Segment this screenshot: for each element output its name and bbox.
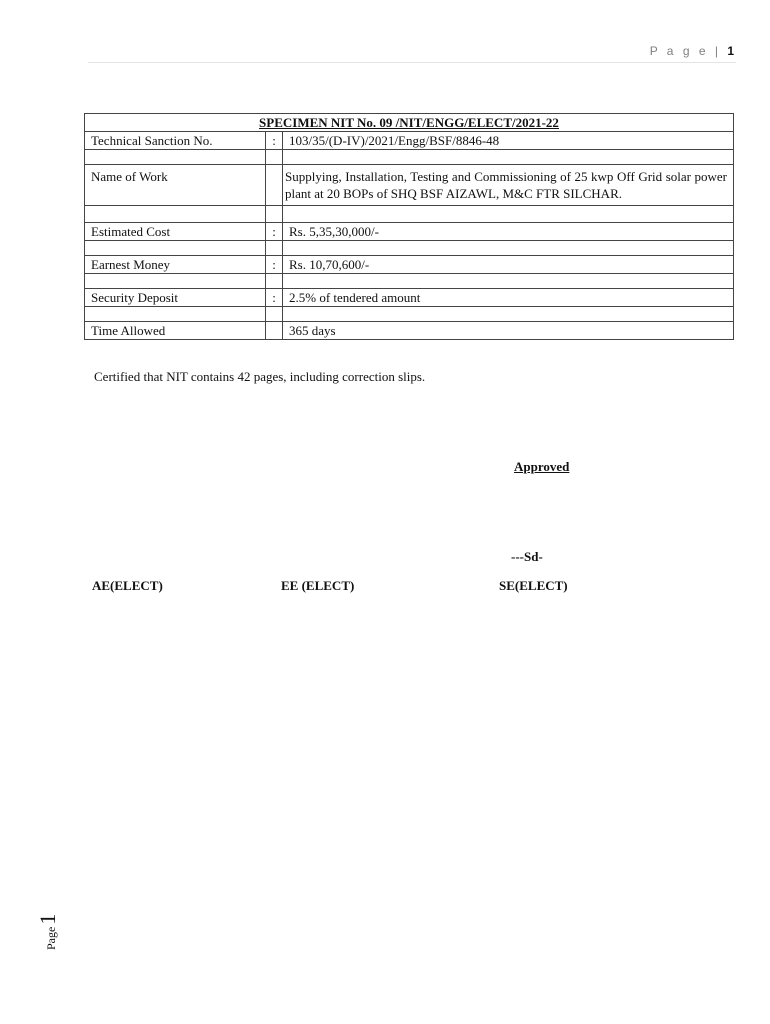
page-separator: | bbox=[714, 44, 721, 58]
table-row bbox=[85, 223, 734, 241]
signatory-ae: AE(ELECT) bbox=[92, 578, 163, 593]
time-allowed-colon bbox=[266, 322, 283, 340]
table-row bbox=[85, 165, 734, 206]
technical-sanction-colon: : bbox=[266, 132, 283, 150]
spacer-row bbox=[85, 274, 734, 289]
table-row bbox=[85, 132, 734, 150]
table-row bbox=[85, 256, 734, 274]
time-allowed-value: 365 days bbox=[283, 322, 734, 340]
security-deposit-value: 2.5% of tendered amount bbox=[283, 289, 734, 307]
estimated-cost-value: Rs. 5,35,30,000/- bbox=[283, 223, 734, 241]
estimated-cost-label: Estimated Cost bbox=[85, 223, 266, 241]
signed-mark: ---Sd- bbox=[511, 549, 543, 564]
table-row bbox=[85, 289, 734, 307]
security-deposit-colon: : bbox=[266, 289, 283, 307]
name-of-work-value: Supplying, Installation, Testing and Commissioning of 25 kwp Off Grid solar power plant at 20 BOPs of SHQ BSF AIZAWL, M&C FTR SILCHAR. bbox=[283, 165, 734, 206]
page-header bbox=[650, 44, 734, 58]
approved-heading: Approved bbox=[514, 459, 570, 474]
signatory-ee: EE (ELECT) bbox=[281, 578, 355, 593]
nit-title: SPECIMEN NIT No. 09 /NIT/ENGG/ELECT/2021-22 bbox=[85, 114, 734, 132]
side-page-label: Page bbox=[44, 926, 58, 950]
spacer-row bbox=[85, 150, 734, 165]
security-deposit-label: Security Deposit bbox=[85, 289, 266, 307]
estimated-cost-colon: : bbox=[266, 223, 283, 241]
page-word: P a g e bbox=[649, 44, 709, 58]
side-page-footer bbox=[35, 890, 85, 950]
signatory-se: SE(ELECT) bbox=[499, 578, 568, 593]
name-of-work-label: Name of Work bbox=[85, 165, 266, 206]
page-number: 1 bbox=[727, 44, 734, 58]
table-row bbox=[85, 322, 734, 340]
technical-sanction-label: Technical Sanction No. bbox=[85, 132, 266, 150]
time-allowed-label: Time Allowed bbox=[85, 322, 266, 340]
spacer-row bbox=[85, 307, 734, 322]
spacer-row bbox=[85, 206, 734, 223]
nit-table bbox=[84, 113, 734, 340]
certification-text: Certified that NIT contains 42 pages, including correction slips. bbox=[94, 369, 426, 384]
header-divider bbox=[88, 62, 736, 63]
earnest-money-colon: : bbox=[266, 256, 283, 274]
name-of-work-colon bbox=[266, 165, 283, 206]
technical-sanction-value: 103/35/(D-IV)/2021/Engg/BSF/8846-48 bbox=[283, 132, 734, 150]
side-page-number: 1 bbox=[35, 913, 60, 925]
earnest-money-label: Earnest Money bbox=[85, 256, 266, 274]
spacer-row bbox=[85, 241, 734, 256]
earnest-money-value: Rs. 10,70,600/- bbox=[283, 256, 734, 274]
